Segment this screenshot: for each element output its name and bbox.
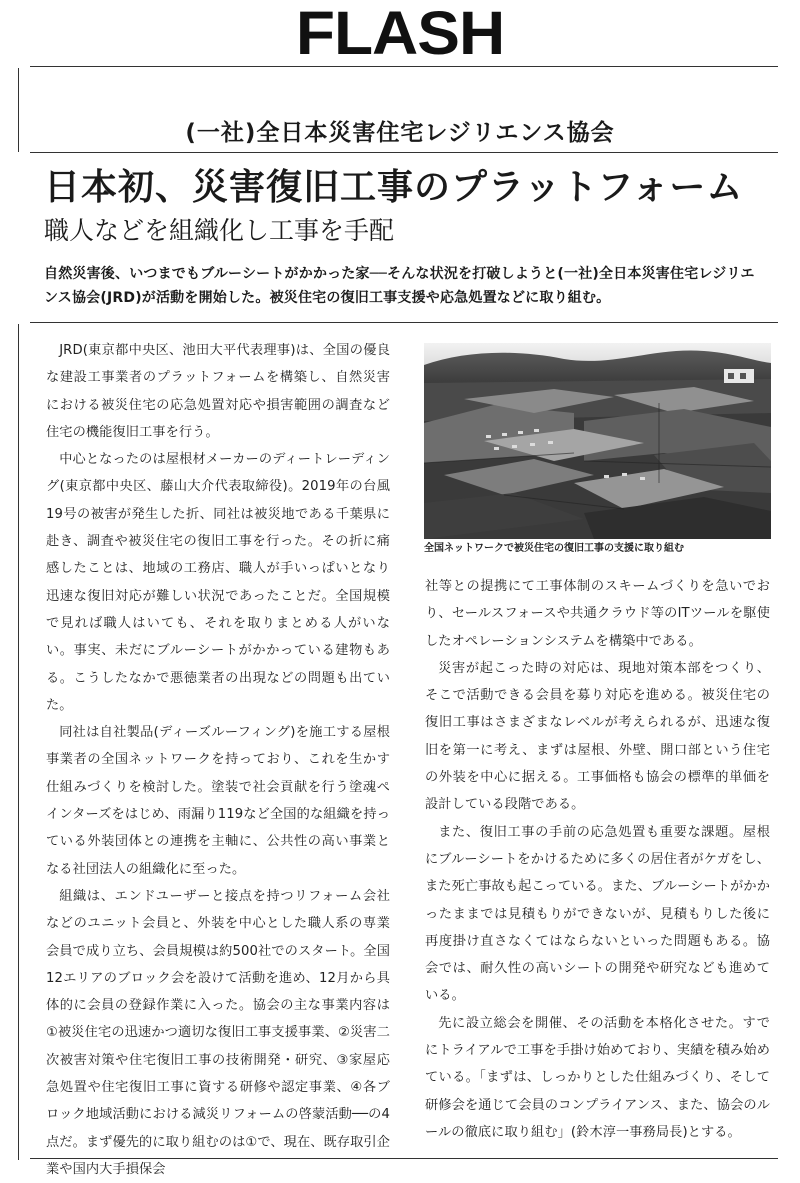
body-divider — [30, 322, 778, 323]
article-subheadline: 職人などを組織化し工事を手配 — [44, 216, 395, 245]
photo-damaged-rooftops — [424, 343, 771, 539]
organization-name: (一社)全日本災害住宅レジリエンス協会 — [185, 120, 615, 146]
organization-divider — [30, 152, 778, 153]
photo-caption: 全国ネットワークで被災住宅の復旧工事の支援に取り組む — [424, 543, 684, 554]
masthead-title: FLASH — [295, 0, 505, 68]
body-paragraph: JRD(東京都中央区、池田大平代表理事)は、全国の優良な建設工事業者のプラットフォームを構築し、自然災害における被災住宅の応急処置対応や損害範囲の調査など住宅の機能復旧工事を行う。 — [46, 343, 390, 440]
article-photo — [424, 343, 771, 539]
body-paragraph: 災害が起こった時の対応は、現地対策本部をつくり、そこで活動できる会員を募り対応を進める。被災住宅の復旧工事はさまざまなレベルが考えられるが、迅速な復旧を第一に考え、まずは屋根、外壁、開口部という住宅の外装を中心に据える。工事価格も協会の標準的単価を設計している段階である。 — [425, 660, 770, 813]
body-paragraph: 同社は自社製品(ディーズルーフィング)を施工する屋根事業者の全国ネットワークを持っており、これを生かす仕組みづくりを検討した。塗装で社会貢献を行う塗魂ペインターズをはじめ、雨漏り119など全国的な組織を持っている外装団体との連携を主軸に、公共性の高い事業となる社団法人の組織化に至った。 — [46, 725, 390, 877]
body-paragraph: 組織は、エンドユーザーと接点を持つリフォーム会社などのユニット会員と、外装を中心とした職人系の専業会員で成り立ち、会員規模は約500社でのスタート。全国12エリアのブロック会を設けて活動を進め、12月から具体的に会員の登録作業に入った。協会の主な事業内容は①被災住宅の迅速かつ適切な復旧工事支援事業、②災害二次被害対策や住宅復旧工事の技術開発・研究、③家屋応急処置や住宅復旧工事に資する研修や認定事業、④各ブロック地域活動における減災リフォームの啓蒙活動──の4点だ。まず優先的に取り組むのは①で、現在、既存取引企業や国内大手損保会 — [46, 888, 390, 1177]
masthead-divider — [30, 66, 778, 67]
body-paragraph: また、復旧工事の手前の応急処置も重要な課題。屋根にブルーシートをかけるために多くの居住者がケガをし、また死亡事故も起こっている。また、ブルーシートがかかったままでは見積もりができないが、見積もりした後に再度掛け直さなくてはならないといった問題もある。協会では、耐久性の高いシートの開発や研究なども進めている。 — [425, 824, 770, 1004]
article-headline: 日本初、災害復旧工事のプラットフォーム — [44, 167, 744, 208]
article-lead: 自然災害後、いつまでもブルーシートがかかった家──そんな状況を打破しようと(一社)全日本災害住宅レジリエンス協会(JRD)が活動を開始した。被災住宅の復旧工事支援や応急処置などに取り組む。 — [44, 266, 755, 306]
body-paragraph: 先に設立総会を開催、その活動を本格化させた。すでにトライアルで工事を手掛け始めており、実績を積み始めている。「まずは、しっかりとした仕組みづくり、そして研修会を通じて会員のコンプライアンス、また、協会のルールの徹底に取り組む」(鈴木淳一事務局長)とする。 — [425, 1015, 770, 1140]
masthead — [0, 0, 800, 68]
footer-divider — [30, 1158, 778, 1159]
body-paragraph: 中心となったのは屋根材メーカーのディートレーディング(東京都中央区、藤山大介代表取締役)。2019年の台風19号の被害が発生した折、同社は被災地である千葉県に赴き、調査や被災住宅の復旧工事を行った。その折に痛感したことは、地域の工務店、職人が手いっぱいとなり迅速な復旧対応が難しい状況であったことだ。全国規模で見れば職人はいても、それを取りまとめる人がいない。事実、未だにブルーシートがかかっている建物もある。こうしたなかで悪徳業者の出現などの問題も出ていた。 — [46, 452, 390, 713]
body-paragraph: 社等との提携にて工事体制のスキームづくりを急いでおり、セールスフォースや共通クラウド等のITツールを駆使したオペレーションシステムを構築中である。 — [425, 579, 770, 649]
article-body-left-column — [46, 337, 390, 1177]
article-body-right-column — [425, 573, 770, 1153]
body-left-rule — [18, 324, 19, 1160]
